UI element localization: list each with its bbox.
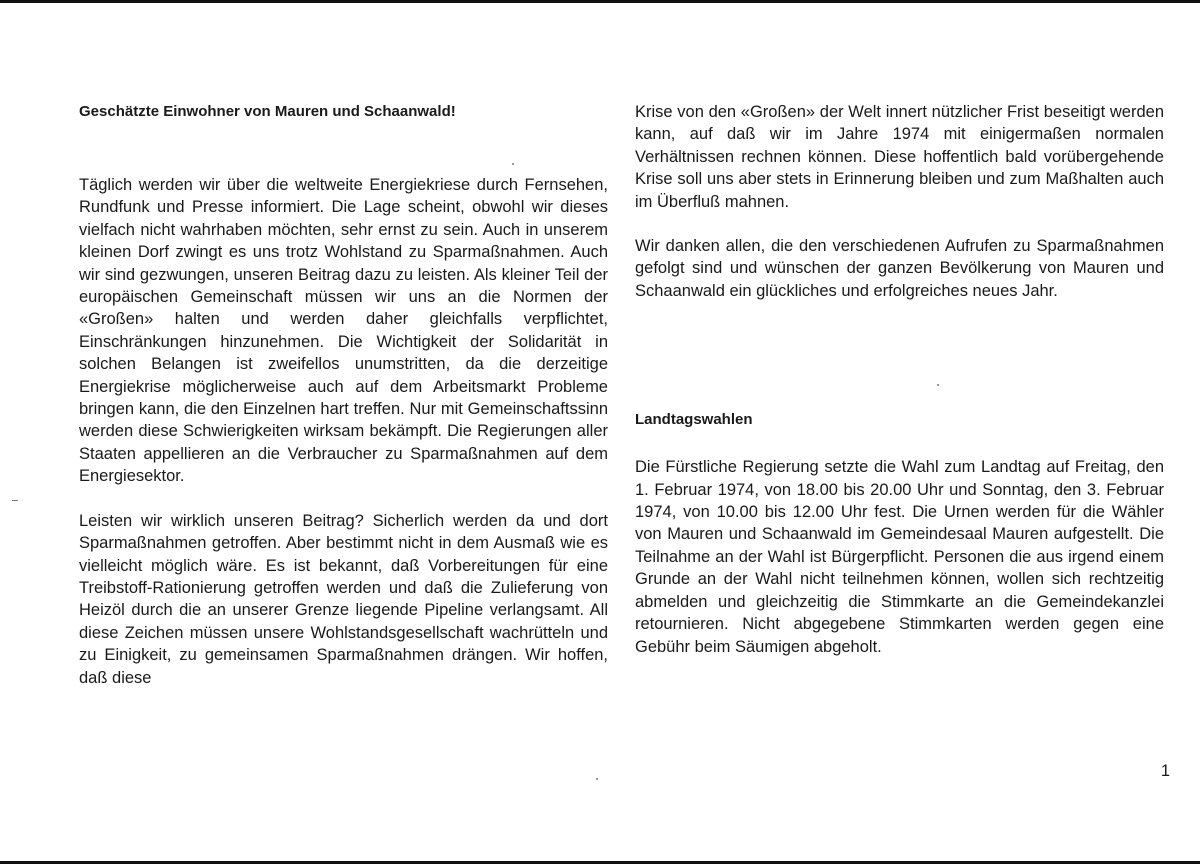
page-number: 1: [1160, 762, 1170, 780]
election-heading: Landtagswahlen: [635, 411, 753, 429]
scan-mark: [12, 500, 18, 501]
left-column: [79, 101, 608, 689]
election-paragraph: Die Fürstliche Regierung setzte die Wahl zum Landtag auf Freitag, den 1. Februar 1974, von 18.00 bis 20.00 Uhr und Sonntag, den 3. Februar 1974, von 10.00 bis 12.00 Uhr fest. Die Urnen werden für die Wähler von Mauren und Schaanwald im Gemeindesaal Mauren aufgestellt. Die Teilnahme an der Wahl ist Bürgerpflicht. Personen die aus irgend einem Grunde an der Wahl nicht teilnehmen können, wollen sich rechtzeitig abmelden und gleichzeitig die Stimmkarte an die Gemeindekanzlei retournieren. Nicht abgegebene Stimmkarten werden gegen eine Gebühr beim Säumigen abgeholt.: [635, 458, 1164, 656]
energy-crisis-paragraph: Täglich werden wir über die weltweite Energiekriese durch Fernsehen, Rundfunk und Presse informiert. Die Lage scheint, obwohl wir dieses vielfach nicht wahrhaben möchten, sehr ernst zu sein. Auch in unserem kleinen Dorf zwingt es uns trotz Wohlstand zu Sparmaßnahmen. Auch wir sind gezwungen, unseren Beitrag dazu zu leisten. Als kleiner Teil der europäischen Gemeinschaft müssen wir uns an die Normen der «Großen» halten und werden daher gleichfalls verpflichtet, Einschränkungen hinzunehmen. Die Wichtigkeit der Solidarität in solchen Belangen ist zweifellos unumstritten, da die derzeitige Energiekrise möglicherweise auch auf dem Arbeitsmarkt Probleme bringen kann, die den Einzelnen hart treffen. Nur mit Gemeinschaftssinn werden diese Schwierigkeiten wirksam bekämpft. Die Regierungen aller Staaten appellieren an die Verbraucher zu Sparmaßnahmen auf dem Energiesektor.: [79, 176, 608, 486]
new-year-wishes-paragraph: Wir danken allen, die den verschiedenen Aufrufen zu Sparmaßnahmen gefolgt sind und wünschen der ganzen Bevölkerung von Mauren und Schaanwald ein glückliches und erfolgreiches neues Jahr.: [635, 237, 1164, 300]
contribution-paragraph: Leisten wir wirklich unseren Beitrag? Sicherlich werden da und dort Sparmaßnahmen getroffen. Aber bestimmt nicht in dem Ausmaß wie es vielleicht möglich wäre. Es ist bekannt, daß Vorbereitungen für eine Treibstoff-Rationierung getroffen werden und daß die Zulieferung von Heizöl durch die an unserer Grenze liegende Pipeline verlangsamt. All diese Zeichen müssen unsere Wohlstandsgesellschaft wachrütteln und zu Einigkeit, zu gemeinsamen Sparmaßnahmen drängen. Wir hoffen, daß diese: [79, 511, 608, 687]
scan-speck: [512, 163, 514, 165]
scan-speck: [937, 384, 939, 386]
scan-speck: [596, 778, 598, 780]
right-column: [635, 101, 1164, 658]
crisis-continuation-paragraph: Krise von den «Großen» der Welt innert nützlicher Frist beseitigt werden kann, auf daß wir im Jahre 1974 mit einigermaßen normalen Verhältnissen rechnen können. Diese hoffentlich bald vorübergehende Krise soll uns aber stets in Erinnerung bleiben und zum Maßhalten auch im Überfluß mahnen.: [635, 103, 1164, 211]
top-border-rule: [0, 0, 1200, 3]
greeting-heading: Geschätzte Einwohner von Mauren und Schaanwald!: [79, 103, 456, 120]
bottom-border-rule: [0, 861, 1200, 864]
